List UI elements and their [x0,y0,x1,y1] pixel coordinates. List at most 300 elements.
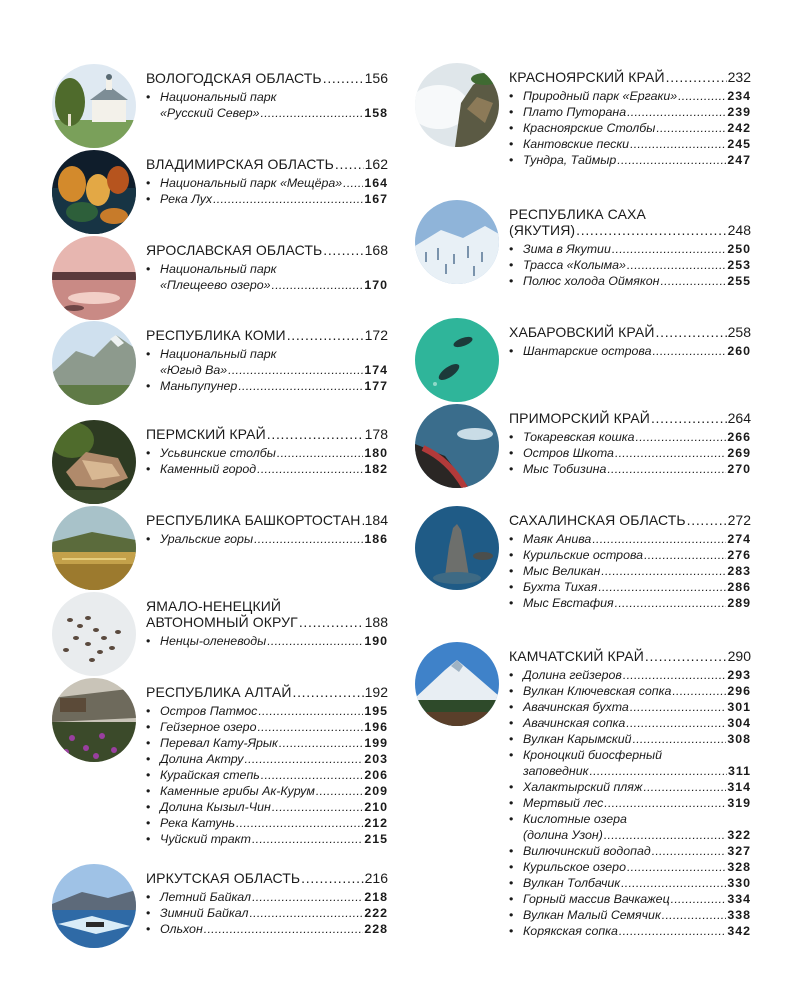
region-page-number: 192 [364,684,388,700]
region-title-line: РЕСПУБЛИКА КОМИ [146,327,286,343]
region-row [146,156,388,172]
region-row [146,242,388,258]
region-title-line: КАМЧАТСКИЙ КРАЙ [509,648,644,664]
entry-page-number: 269 [727,446,751,460]
entry-row [160,445,388,461]
entry-row [160,461,388,477]
entry-page-number: 239 [727,105,751,119]
region-title-line: ПЕРМСКИЙ КРАЙ [146,426,266,442]
entry-title-line: • Курайская степь [160,768,260,782]
region-heading[interactable] [146,70,388,86]
entry-page-number: 296 [727,684,751,698]
entry-row [523,779,751,795]
region-row [146,70,388,86]
dot-leader [666,69,727,85]
entry-page-number: 158 [364,106,388,120]
entry-page-number: 247 [727,153,751,167]
toc-entry[interactable] [509,152,751,168]
entry-row [523,683,751,699]
toc-entry[interactable] [509,257,751,273]
toc-entry[interactable] [509,136,751,152]
toc-entry[interactable] [509,875,751,891]
entry-title-line: • Шантарские острова [523,344,652,358]
entry-title-line: • Мертвый лес [523,796,604,810]
region-info [146,156,388,207]
region-title-line: АВТОНОМНЫЙ ОКРУГ [146,614,298,630]
dot-leader [633,731,727,747]
toc-entry[interactable] [509,429,751,445]
toc-entry[interactable] [509,547,751,563]
entry-page-number: 311 [728,764,751,778]
entry-row [523,461,751,477]
entry-list [146,531,388,547]
entry-title-line: • Каменный город [160,462,257,476]
entry-page-number: 210 [364,800,388,814]
toc-entry[interactable] [146,921,388,937]
entry-row [523,731,751,747]
dot-leader [238,378,363,394]
entry-title-line: • Мыс Великан [523,564,601,578]
entry-list [146,175,388,207]
toc-entry[interactable] [146,378,388,394]
region-page-number: 162 [364,156,388,172]
entry-title-line: (долина Узон) [523,828,603,842]
region-row [146,870,388,886]
entry-row [160,783,388,799]
entry-row [523,699,751,715]
dot-leader [672,683,726,699]
toc-entry[interactable] [509,273,751,289]
region-photo [52,592,136,676]
dot-leader [630,136,726,152]
dot-leader [252,831,363,847]
region-title-line: САХАЛИНСКАЯ ОБЛАСТЬ [509,512,686,528]
dot-leader [656,324,727,340]
entry-title-line: • Вулкан Карымский [523,732,632,746]
region-row [146,327,388,343]
entry-row [160,767,388,783]
entry-page-number: 222 [364,906,388,920]
entry-page-number: 170 [364,278,388,292]
entry-row [523,907,751,923]
entry-page-number: 253 [727,258,751,272]
dot-leader [627,104,726,120]
region-heading[interactable] [146,870,388,886]
entry-page-number: 328 [727,860,751,874]
entry-title-line: • Каменные грибы Ак-Курум [160,784,315,798]
entry-page-number: 330 [727,876,751,890]
entry-page-number: 174 [364,363,388,377]
region-page-number: 172 [364,327,388,343]
entry-page-number: 234 [727,89,751,103]
dot-leader [213,191,363,207]
entry-title-line: • Летний Байкал [160,890,252,904]
region-row [509,69,751,85]
entry-row [523,273,751,289]
entry-page-number: 260 [727,344,751,358]
toc-entry[interactable] [146,703,388,719]
region-photo [52,506,136,590]
entry-page-number: 195 [364,704,388,718]
dot-leader [272,277,364,293]
region-heading[interactable] [146,327,388,343]
region-page-number: 168 [364,242,388,258]
region-heading[interactable] [146,242,388,258]
entry-title-line: • Долина Актру [160,752,244,766]
entry-title-line: • Река Катунь [160,816,235,830]
entry-row [523,595,751,611]
dot-leader [301,870,363,886]
region-page-number: 188 [364,614,388,630]
region-info [509,206,751,289]
dot-leader [576,222,726,238]
entry-row [523,343,751,359]
toc-entry[interactable] [146,815,388,831]
entry-row [523,827,751,843]
dot-leader [292,684,363,700]
dot-leader [615,595,727,611]
toc-entry[interactable] [509,461,751,477]
region-title-line: ПРИМОРСКИЙ КРАЙ [509,410,650,426]
entry-title-line: • Перевал Кату-Ярык [160,736,278,750]
dot-leader [279,735,363,751]
entry-page-number: 199 [364,736,388,750]
entry-page-number: 190 [364,634,388,648]
toc-entry[interactable] [509,531,751,547]
region-heading[interactable] [509,410,751,426]
region-heading[interactable] [146,156,388,172]
region-page-number: 232 [727,69,751,85]
toc-entry[interactable] [509,120,751,136]
region-info [146,598,388,649]
dot-leader [261,767,364,783]
entry-title-line: • Кислотные озера [523,812,627,826]
toc-entry[interactable] [509,667,751,683]
entry-title-line: • Природный парк «Ергаки» [523,89,678,103]
entry-row [523,763,751,779]
toc-entry[interactable] [146,751,388,767]
region-row [146,426,388,442]
dot-leader [258,703,363,719]
entry-row [160,105,388,121]
region-row [509,512,751,528]
entry-list [509,667,751,939]
dot-leader [601,563,726,579]
dot-leader [287,327,364,343]
region-heading[interactable] [509,512,751,528]
entry-row [523,843,751,859]
toc-entry[interactable] [509,241,751,257]
entry-list [146,703,388,847]
toc-entry[interactable] [146,905,388,921]
toc-entry[interactable] [146,633,388,649]
entry-row [160,703,388,719]
region-heading[interactable] [509,69,751,85]
entry-page-number: 180 [364,446,388,460]
entry-title-line: • Национальный парк [160,347,277,361]
entry-list [146,889,388,937]
entry-page-number: 301 [727,700,751,714]
dot-leader [623,667,726,683]
entry-row [160,921,388,937]
entry-title-line: • Национальный парк [160,262,277,276]
dot-leader [299,614,364,630]
toc-entry[interactable] [509,859,751,875]
dot-leader [656,120,726,136]
dot-leader [621,875,726,891]
region-row [509,648,751,664]
region-heading[interactable] [509,206,751,238]
entry-page-number: 270 [727,462,751,476]
toc-entry[interactable] [146,346,388,378]
dot-leader [678,88,726,104]
entry-page-number: 196 [364,720,388,734]
region-title-line: РЕСПУБЛИКА АЛТАЙ [146,684,292,700]
toc-entry[interactable] [509,343,751,359]
entry-page-number: 304 [727,716,751,730]
region-title-line: КРАСНОЯРСКИЙ КРАЙ [509,69,665,85]
entry-title-line: • Вилючинский водопад [523,844,651,858]
dot-leader [252,889,363,905]
toc-entry[interactable] [509,731,751,747]
entry-page-number: 338 [727,908,751,922]
entry-row [160,378,388,394]
region-photo [415,506,499,590]
toc-entry[interactable] [509,923,751,939]
entry-page-number: 203 [364,752,388,766]
entry-page-number: 283 [727,564,751,578]
entry-list [146,89,388,121]
toc-entry[interactable] [509,747,751,779]
region-title-line: РЕСПУБЛИКА БАШКОРТОСТАН [146,512,361,528]
toc-entry[interactable] [509,795,751,811]
dot-leader [323,242,363,258]
region-photo [52,64,136,148]
entry-page-number: 209 [364,784,388,798]
entry-page-number: 242 [727,121,751,135]
dot-leader [343,175,363,191]
entry-title-line: • Трасса «Колыма» [523,258,626,272]
dot-leader [630,699,727,715]
region-row [146,684,388,700]
toc-entry[interactable] [146,261,388,293]
toc-entry[interactable] [509,907,751,923]
entry-title-line: • Халактырский пляж [523,780,643,794]
entry-title-line: • Вулкан Ключевская сопка [523,684,672,698]
toc-entry[interactable] [146,89,388,121]
region-page-number: 290 [727,648,751,664]
entry-page-number: 250 [727,242,751,256]
entry-row [160,362,388,378]
toc-entry[interactable] [509,683,751,699]
entry-row [160,815,388,831]
region-photo [52,678,136,762]
entry-row [523,241,751,257]
entry-page-number: 177 [364,379,388,393]
entry-title-line: • Кроноцкий биосферный [523,748,663,762]
region-heading[interactable] [509,648,751,664]
entry-row [523,547,751,563]
entry-row [523,257,751,273]
region-row [509,222,751,238]
toc-entry[interactable] [146,889,388,905]
region-heading[interactable] [146,684,388,700]
dot-leader [619,923,726,939]
region-row [509,410,751,426]
entry-page-number: 327 [727,844,751,858]
region-title-line: ЯРОСЛАВСКАЯ ОБЛАСТЬ [146,242,323,258]
toc-entry[interactable] [509,891,751,907]
dot-leader [592,531,726,547]
entry-title-line: • Гейзерное озеро [160,720,257,734]
dot-leader [257,719,363,735]
toc-entry[interactable] [146,531,388,547]
dot-leader [645,648,727,664]
entry-title-line: заповедник [523,764,589,778]
dot-leader [652,843,727,859]
toc-entry[interactable] [146,735,388,751]
dot-leader [627,257,726,273]
entry-page-number: 274 [727,532,751,546]
entry-title-line: • Остров Патмос [160,704,258,718]
entry-title-line: • Маньпупунер [160,379,238,393]
toc-entry[interactable] [509,88,751,104]
dot-leader [257,461,363,477]
dot-leader [612,241,726,257]
region-info [146,684,388,847]
region-info [509,69,751,168]
entry-row [523,579,751,595]
entry-title-line: «Югыд Ва» [160,363,228,377]
toc-entry[interactable] [509,843,751,859]
entry-title-line: • Мыс Евстафия [523,596,614,610]
entry-title-line: • Долина гейзеров [523,668,622,682]
entry-list [146,346,388,394]
entry-title-line: • Усьвинские столбы [160,446,276,460]
dot-leader [589,763,727,779]
region-info [146,242,388,293]
toc-entry[interactable] [146,767,388,783]
entry-title-line: • Национальный парк [160,90,277,104]
toc-entry[interactable] [509,811,751,843]
toc-entry[interactable] [509,579,751,595]
dot-leader [236,815,363,831]
toc-entry[interactable] [146,445,388,461]
entry-title-line: • Уральские горы [160,532,254,546]
entry-row [160,633,388,649]
toc-entry[interactable] [146,461,388,477]
region-title-line: РЕСПУБЛИКА САХА [509,206,646,222]
region-info [146,70,388,121]
dot-leader [267,633,363,649]
entry-page-number: 266 [727,430,751,444]
entry-title-line: • Курильские острова [523,548,644,562]
entry-title-line: • Зима в Якутии [523,242,611,256]
toc-entry[interactable] [146,799,388,815]
region-info [509,324,751,359]
region-page-number: 258 [727,324,751,340]
toc-entry[interactable] [509,699,751,715]
entry-title-line: • Полюс холода Оймякон [523,274,660,288]
entry-page-number: 293 [727,668,751,682]
toc-entry[interactable] [509,445,751,461]
region-photo [52,321,136,405]
entry-row [160,531,388,547]
entry-row [523,859,751,875]
region-heading[interactable] [509,324,751,340]
toc-entry[interactable] [509,779,751,795]
region-photo [52,236,136,320]
dot-leader [636,429,727,445]
entry-title-line: • Долина Кызыл-Чин [160,800,271,814]
entry-page-number: 308 [727,732,751,746]
region-info [146,327,388,394]
region-info [146,512,388,547]
entry-title-line: • Токаревская кошка [523,430,635,444]
entry-row [160,277,388,293]
toc-entry[interactable] [146,719,388,735]
entry-row [523,563,751,579]
dot-leader [261,105,364,121]
dot-leader [651,410,727,426]
entry-title-line: • Тундра, Таймыр [523,153,617,167]
toc-entry[interactable] [146,831,388,847]
entry-row [523,152,751,168]
region-title-line: ВЛАДИМИРСКАЯ ОБЛАСТЬ [146,156,334,172]
toc-entry[interactable] [146,783,388,799]
entry-title-line: • Плато Путорана [523,105,627,119]
entry-page-number: 186 [364,532,388,546]
region-photo [52,420,136,504]
region-heading[interactable] [146,512,388,528]
entry-row [523,120,751,136]
region-photo [415,318,499,402]
entry-list [509,88,751,168]
entry-title-line: • Ольхон [160,922,203,936]
dot-leader [615,445,726,461]
entry-page-number: 218 [364,890,388,904]
region-row [509,324,751,340]
entry-title-line: • Мыс Тобизина [523,462,607,476]
entry-row [523,667,751,683]
dot-leader [323,70,364,86]
toc-entry[interactable] [509,715,751,731]
entry-list [509,343,751,359]
toc-entry[interactable] [146,191,388,207]
entry-title-line: • Река Лух [160,192,213,206]
dot-leader [653,343,727,359]
entry-title-line: • Маяк Анива [523,532,592,546]
dot-leader [362,512,364,528]
region-photo [52,150,136,234]
toc-entry[interactable] [509,563,751,579]
region-heading[interactable] [146,426,388,442]
region-heading[interactable] [146,598,388,630]
toc-entry[interactable] [509,595,751,611]
entry-title-line: • Зимний Байкал [160,906,249,920]
toc-entry[interactable] [509,104,751,120]
entry-title-line: • Корякская сопка [523,924,618,938]
dot-leader [277,445,363,461]
toc-entry[interactable] [146,175,388,191]
entry-title-line: «Плещеево озеро» [160,278,271,292]
entry-list [509,531,751,611]
dot-leader [254,531,363,547]
entry-title-line: • Вулкан Малый Семячик [523,908,661,922]
region-photo [415,200,499,284]
region-photo [52,864,136,948]
region-title-line: (ЯКУТИЯ) [509,222,576,238]
